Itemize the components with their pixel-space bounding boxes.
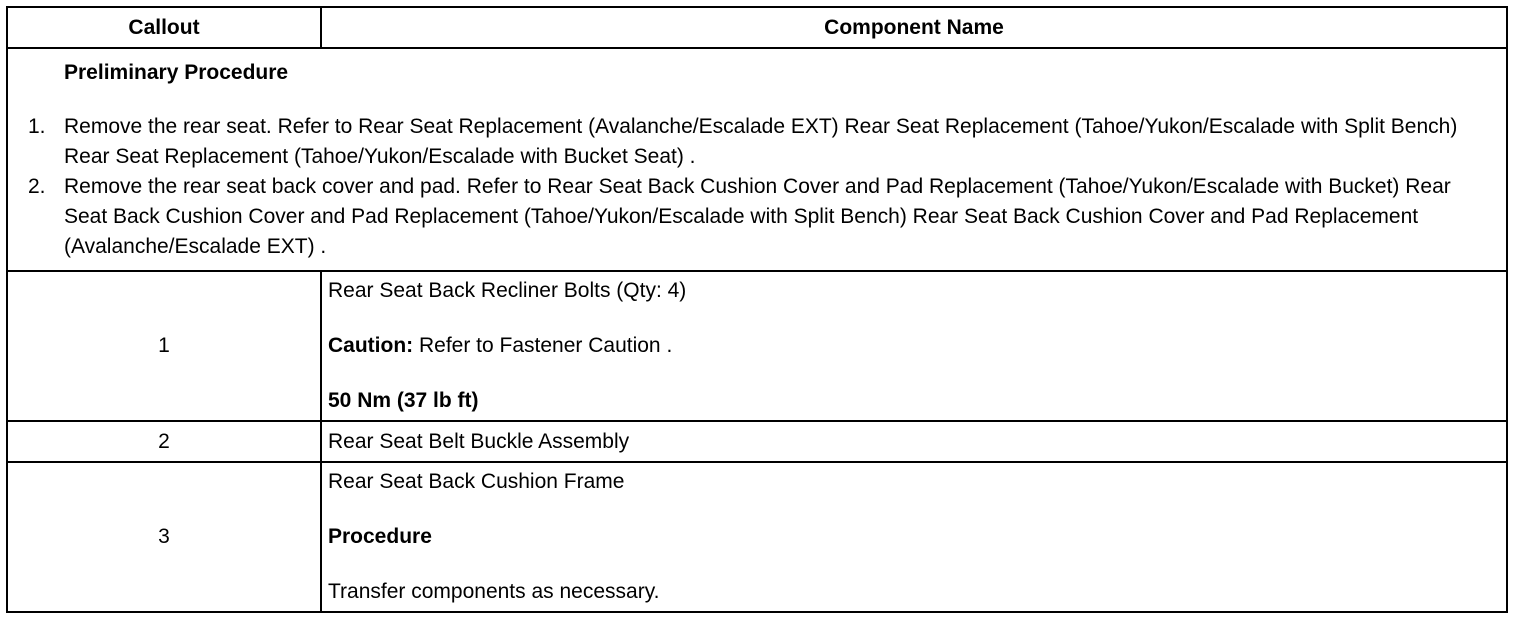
component-name-cell [321, 271, 1507, 421]
step-number: 1. [28, 115, 46, 138]
preliminary-steps-list [8, 112, 1506, 262]
callout-cell: 1 [7, 271, 321, 421]
step-text: Remove the rear seat back cover and pad. Refer to Rear Seat Back Cushion Cover and Pad Replacement (Tahoe/Yukon/Escalade with Bucket) Rear Seat Back Cushion Cover and Pad Replacement (Tahoe/Yukon/Escalade with Split Bench) Rear Seat Back Cushion Cover and Pad Replacement (Avalanche/Escalade EXT) . [64, 175, 1451, 258]
component-name-cell [321, 462, 1507, 612]
component-table [6, 6, 1508, 613]
preliminary-procedure-title: Preliminary Procedure [64, 61, 289, 84]
preliminary-step [8, 172, 1506, 262]
step-text: Remove the rear seat. Refer to Rear Seat Replacement (Avalanche/Escalade EXT) Rear Seat Replacement (Tahoe/Yukon/Escalade with Split Bench) Rear Seat Replacement (Tahoe/Yukon/Escalade with Bucket Seat) . [64, 115, 1458, 168]
callout-cell: 2 [7, 421, 321, 462]
caution-note [328, 332, 1506, 360]
preliminary-procedure-cell [7, 48, 1507, 271]
table-row [7, 421, 1507, 462]
table-row [7, 271, 1507, 421]
component-name: Rear Seat Back Recliner Bolts (Qty: 4) [328, 279, 687, 302]
procedure-heading [328, 523, 1506, 551]
caution-label: Caution: [328, 334, 414, 357]
header-callout: Callout [7, 7, 321, 48]
component-table-sheet [6, 6, 1506, 613]
procedure-label: Procedure [328, 525, 432, 548]
torque-value: 50 Nm (37 lb ft) [328, 389, 479, 412]
component-name: Rear Seat Back Cushion Frame [328, 470, 625, 493]
preliminary-procedure-row [7, 48, 1507, 271]
table-row [7, 462, 1507, 612]
header-component-name: Component Name [321, 7, 1507, 48]
table-header-row [7, 7, 1507, 48]
preliminary-step [8, 112, 1506, 172]
caution-text: Refer to Fastener Caution . [413, 334, 673, 357]
callout-cell: 3 [7, 462, 321, 612]
procedure-text: Transfer components as necessary. [328, 580, 660, 603]
torque-spec [328, 387, 1506, 415]
component-name: Rear Seat Belt Buckle Assembly [328, 429, 630, 453]
component-name-cell [321, 421, 1507, 462]
step-number: 2. [28, 175, 46, 198]
